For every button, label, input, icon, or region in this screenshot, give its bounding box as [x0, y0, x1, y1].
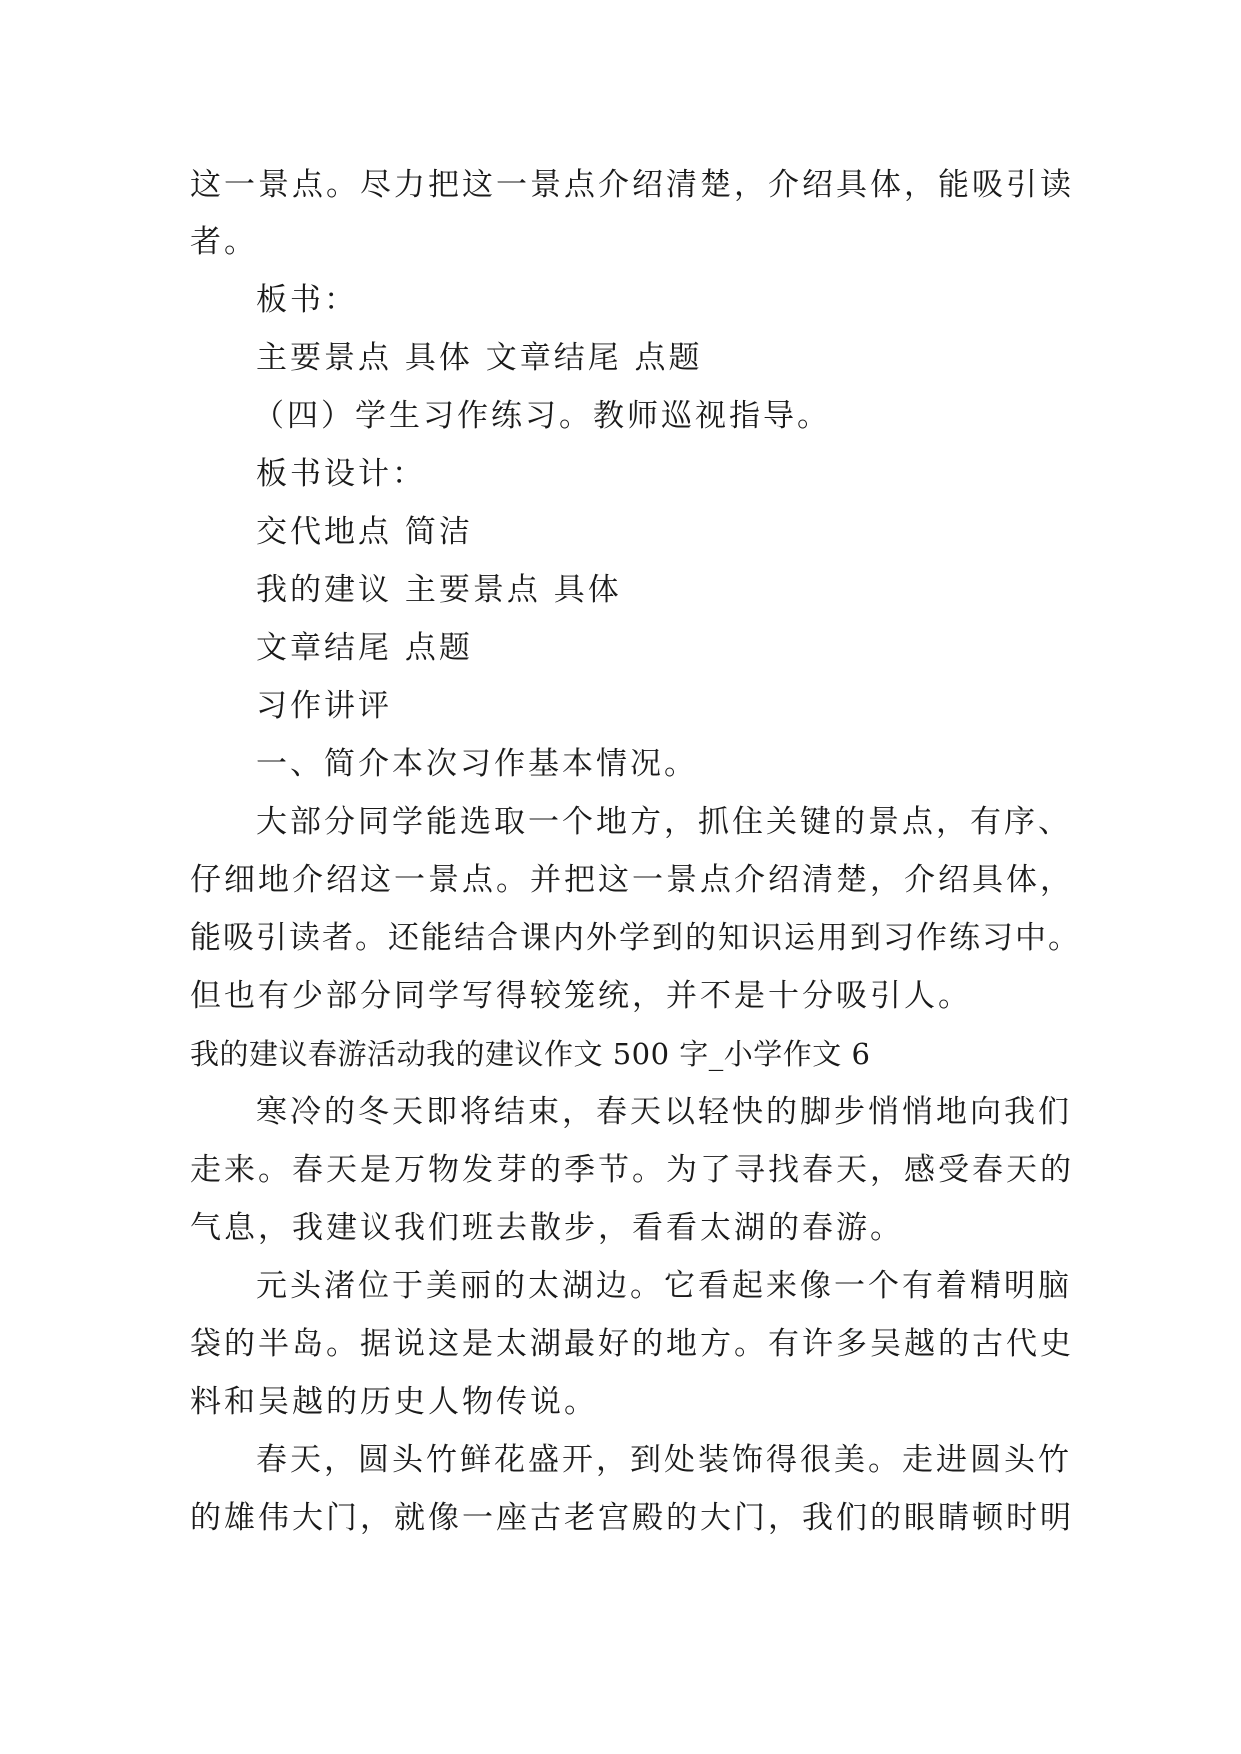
section-heading: 一、简介本次习作基本情况。 — [256, 746, 698, 782]
paragraph-line: 气息，我建议我们班去散步，看看太湖的春游。 — [190, 1210, 904, 1246]
board-line: 我的建议 主要景点 具体 — [256, 572, 622, 608]
paragraph-line: 大部分同学能选取一个地方，抓住关键的景点，有序、 — [256, 804, 1072, 840]
section-heading: 习作讲评 — [256, 688, 392, 724]
paragraph-line: 但也有少部分同学写得较笼统，并不是十分吸引人。 — [190, 978, 972, 1014]
board-heading: 板书： — [256, 282, 358, 318]
paragraph-line: 春天，圆头竹鲜花盛开，到处装饰得很美。走进圆头竹 — [256, 1442, 1072, 1478]
board-line: 交代地点 简洁 — [256, 514, 473, 550]
paragraph-line: 寒冷的冬天即将结束，春天以轻快的脚步悄悄地向我们 — [256, 1094, 1072, 1130]
paragraph-line: 料和吴越的历史人物传说。 — [190, 1384, 598, 1420]
paragraph-line: 的雄伟大门，就像一座古老宫殿的大门，我们的眼睛顿时明 — [190, 1500, 1074, 1536]
board-line: 主要景点 具体 文章结尾 点题 — [256, 340, 703, 376]
paragraph-line: 元头渚位于美丽的太湖边。它看起来像一个有着精明脑 — [256, 1268, 1072, 1304]
essay-title: 我的建议春游活动我的建议作文 500 字_小学作文 6 — [190, 1037, 871, 1071]
paragraph-line: 这一景点。尽力把这一景点介绍清楚，介绍具体，能吸引读 — [190, 167, 1074, 203]
paragraph-line: 者。 — [190, 224, 258, 260]
step-heading: （四）学生习作练习。教师巡视指导。 — [253, 398, 831, 434]
paragraph-line: 能吸引读者。还能结合课内外学到的知识运用到习作练习中。 — [190, 920, 1081, 956]
board-line: 文章结尾 点题 — [256, 630, 473, 666]
paragraph-line: 袋的半岛。据说这是太湖最好的地方。有许多吴越的古代史 — [190, 1326, 1074, 1362]
paragraph-line: 走来。春天是万物发芽的季节。为了寻找春天，感受春天的 — [190, 1152, 1074, 1188]
board-design-heading: 板书设计： — [256, 456, 426, 492]
paragraph-line: 仔细地介绍这一景点。并把这一景点介绍清楚，介绍具体， — [190, 862, 1074, 898]
